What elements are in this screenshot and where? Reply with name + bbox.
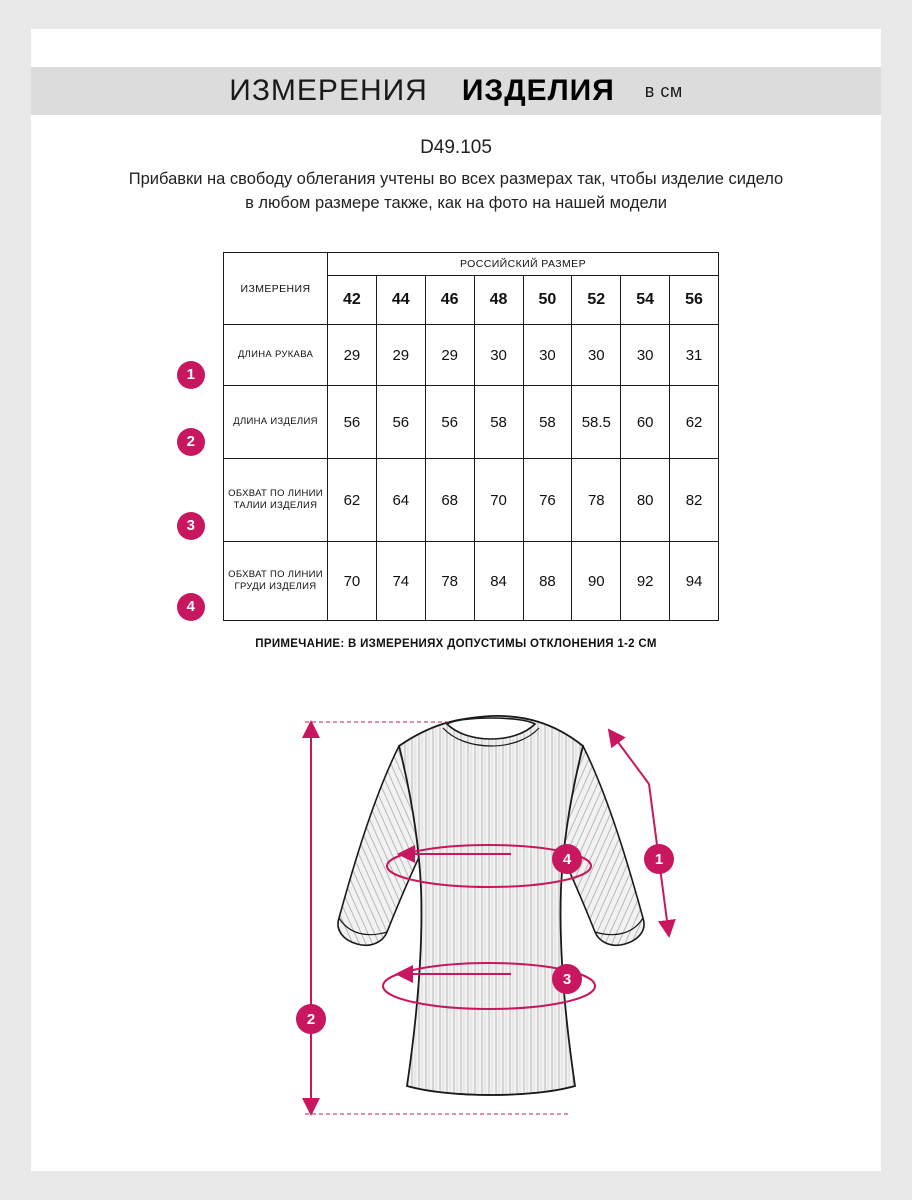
table-row <box>224 386 719 459</box>
cell-length-50: 58 <box>523 386 572 459</box>
body-shape <box>399 716 583 1095</box>
badge-chest-4: 4 <box>552 844 582 874</box>
measurements-table <box>186 252 719 621</box>
sleeve-measure-arrow-top <box>609 730 649 784</box>
cell-waist-42: 62 <box>328 459 377 542</box>
size-header-44: 44 <box>376 276 425 325</box>
row-label-text: ДЛИНА РУКАВА <box>237 349 314 360</box>
cell-waist-56: 82 <box>670 459 719 542</box>
table-row <box>224 542 719 621</box>
cell-sleeve-46: 29 <box>425 325 474 386</box>
cell-length-44: 56 <box>376 386 425 459</box>
cell-sleeve-50: 30 <box>523 325 572 386</box>
cell-chest-42: 70 <box>328 542 377 621</box>
garment-diagram <box>271 674 741 1144</box>
row-label-text: ДЛИНА ИЗДЕЛИЯ <box>233 416 318 427</box>
size-header-54: 54 <box>621 276 670 325</box>
cell-chest-54: 92 <box>621 542 670 621</box>
row-label-sleeve-length <box>186 325 328 386</box>
cell-waist-48: 70 <box>474 459 523 542</box>
row-label-chest <box>186 542 328 621</box>
cell-chest-56: 94 <box>670 542 719 621</box>
garment-svg <box>271 674 741 1144</box>
cell-length-52: 58.5 <box>572 386 621 459</box>
row-label-text: ОБХВАТ ПО ЛИНИИ ГРУДИ ИЗДЕЛИЯ <box>228 569 323 592</box>
cell-waist-54: 80 <box>621 459 670 542</box>
cell-length-56: 62 <box>670 386 719 459</box>
intro-text: Прибавки на свободу облегания учтены во всех размерах так, чтобы изделие сидело в любом размере также, как на фото на нашей модели <box>128 170 784 212</box>
header-title-unit: в см <box>644 80 683 101</box>
table-row <box>224 459 719 542</box>
note-text: ПРИМЕЧАНИЕ: В ИЗМЕРЕНИЯХ ДОПУСТИМЫ ОТКЛОНЕНИЯ 1-2 СМ <box>255 638 657 650</box>
cell-waist-50: 76 <box>523 459 572 542</box>
row-label-product-length <box>186 386 328 459</box>
cell-sleeve-56: 31 <box>670 325 719 386</box>
cell-length-46: 56 <box>425 386 474 459</box>
cell-chest-48: 84 <box>474 542 523 621</box>
cell-sleeve-42: 29 <box>328 325 377 386</box>
cell-length-42: 56 <box>328 386 377 459</box>
header-band <box>31 67 881 115</box>
cell-sleeve-48: 30 <box>474 325 523 386</box>
corner-header: ИЗМЕРЕНИЯ <box>224 253 328 325</box>
badge-waist-3: 3 <box>552 964 582 994</box>
badge-sleeve-1: 1 <box>644 844 674 874</box>
product-code: D49.105 <box>420 137 492 158</box>
group-header-russian-size: РОССИЙСКИЙ РАЗМЕР <box>328 253 719 276</box>
table-row <box>224 325 719 386</box>
row-bullet-1: 1 <box>177 361 205 389</box>
header-title-measurements: ИЗМЕРЕНИЯ <box>229 74 428 107</box>
cell-length-48: 58 <box>474 386 523 459</box>
cell-sleeve-52: 30 <box>572 325 621 386</box>
measurements-table-wrap <box>186 252 719 621</box>
measurement-sheet <box>31 29 881 1171</box>
size-header-48: 48 <box>474 276 523 325</box>
size-header-56: 56 <box>670 276 719 325</box>
row-bullet-4: 4 <box>177 593 205 621</box>
size-header-50: 50 <box>523 276 572 325</box>
header-title-product: ИЗДЕЛИЯ <box>461 74 615 107</box>
cell-waist-46: 68 <box>425 459 474 542</box>
size-header-46: 46 <box>425 276 474 325</box>
badge-length-2: 2 <box>296 1004 326 1034</box>
row-label-text: ОБХВАТ ПО ЛИНИИ ТАЛИИ ИЗДЕЛИЯ <box>228 488 323 511</box>
cell-sleeve-54: 30 <box>621 325 670 386</box>
cell-sleeve-44: 29 <box>376 325 425 386</box>
cell-waist-52: 78 <box>572 459 621 542</box>
cell-chest-44: 74 <box>376 542 425 621</box>
cell-chest-50: 88 <box>523 542 572 621</box>
table-group-header-row <box>224 253 719 276</box>
row-label-waist <box>186 459 328 542</box>
row-bullet-2: 2 <box>177 428 205 456</box>
size-header-52: 52 <box>572 276 621 325</box>
cell-waist-44: 64 <box>376 459 425 542</box>
size-header-42: 42 <box>328 276 377 325</box>
cell-length-54: 60 <box>621 386 670 459</box>
cell-chest-46: 78 <box>425 542 474 621</box>
cell-chest-52: 90 <box>572 542 621 621</box>
row-bullet-3: 3 <box>177 512 205 540</box>
